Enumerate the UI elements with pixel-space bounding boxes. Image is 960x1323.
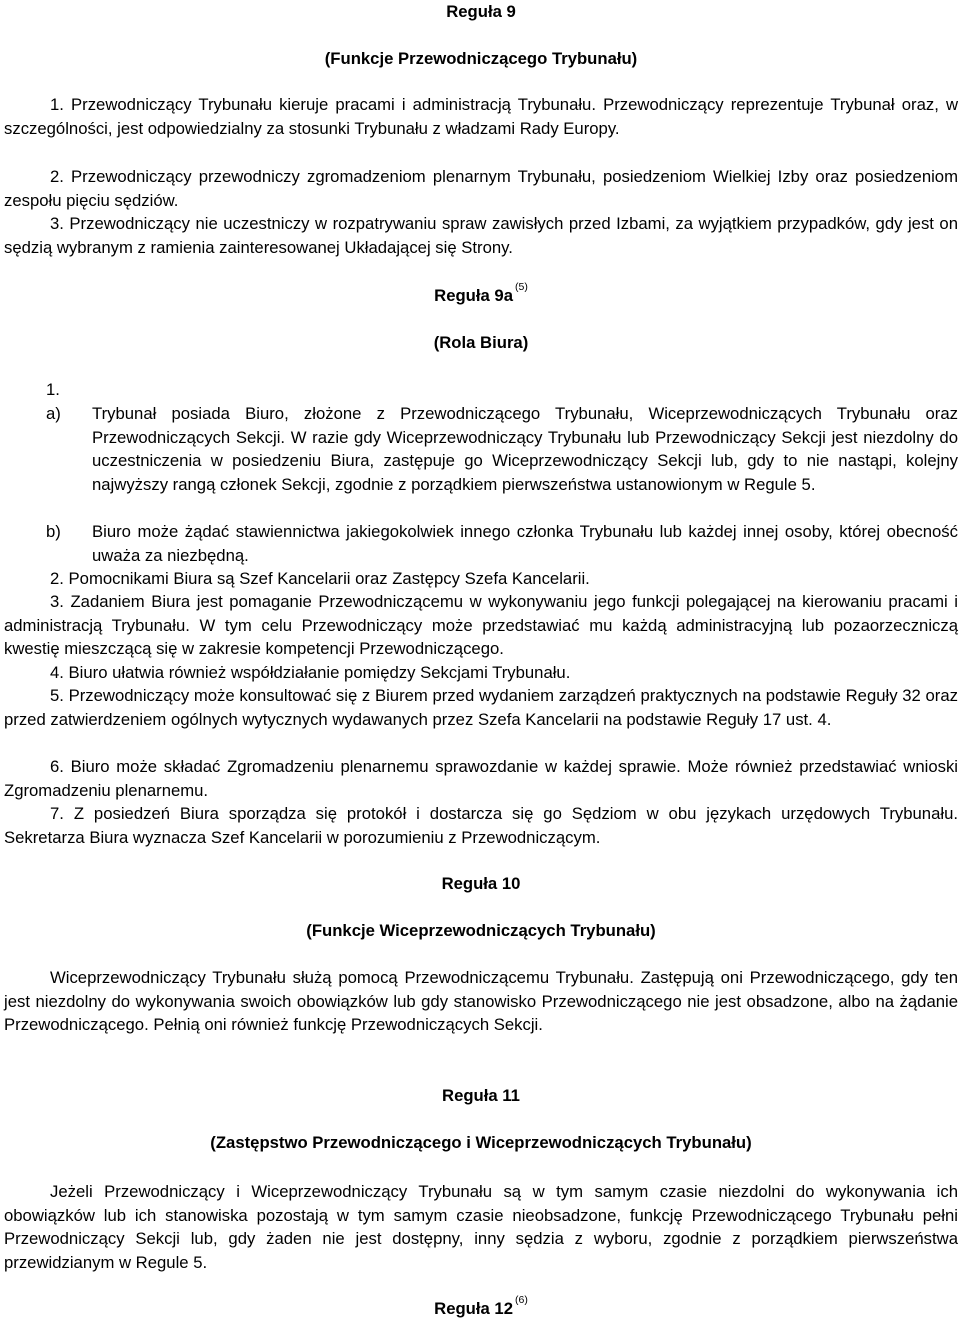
rule-9a-para-4: 4. Biuro ułatwia również współdziałanie pomiędzy Sekcjami Trybunału.	[50, 663, 571, 682]
rule-10-para: Wiceprzewodniczący Trybunału służą pomocą Przewodniczącemu Trybunału. Zastępują oni Przewodniczącego, gdy ten jest niezdolny do wykonywania swoich obowiązków lub gdy stanowisko Przewodniczącego nie jest obsadzone, albo na żądanie Przewodniczącego. Pełnią oni również funkcję Przewodniczących Sekcji.	[4, 968, 958, 1035]
rule-9a-item-b	[4, 520, 958, 567]
rule-10-title: Reguła 10	[441, 874, 521, 893]
item-a-label: a)	[46, 404, 61, 423]
rule-9a-para-3: 3. Zadaniem Biura jest pomaganie Przewodniczącemu w wykonywaniu jego funkcji polegającej na kierowaniu pracami i administracją Trybunału. W tym celu Przewodniczący może przedstawiać mu każdą administracyjną lub pozaorzeczniczą kwestię mieszczącą się w zakresie kompetencji Przewodniczącego.	[4, 592, 958, 659]
rule-9a-para-1-number: 1.	[46, 380, 60, 399]
rule-11-subtitle: (Zastępstwo Przewodniczącego i Wiceprzewodniczących Trybunału)	[210, 1133, 752, 1152]
rule-9-para-1: 1. Przewodniczący Trybunału kieruje pracami i administracją Trybunału. Przewodniczący reprezentuje Trybunał oraz, w szczególności, jest odpowiedzialny za stosunki Trybunału z władzami Rady Europy.	[4, 95, 958, 138]
rule-9a-item-a	[4, 402, 958, 496]
rule-12-title	[4, 1294, 958, 1321]
rule-9-para-2: 2. Przewodniczący przewodniczy zgromadzeniom plenarnym Trybunału, posiedzeniom Wielkiej Izby oraz posiedzeniom zespołu pięciu sędziów.	[4, 167, 958, 210]
footnote-ref-6[interactable]: (6)	[515, 1294, 528, 1307]
rule-9a-para-6: 6. Biuro może składać Zgromadzeniu plenarnemu sprawozdanie w każdej sprawie. Może również przedstawiać wnioski Zgromadzeniu plenarnemu.	[4, 757, 958, 800]
item-b-label: b)	[46, 522, 61, 541]
rule-9a-para-7: 7. Z posiedzeń Biura sporządza się protokół i dostarcza się go Sędziom w obu językach urzędowych Trybunału. Sekretarza Biura wyznacza Szef Kancelarii w porozumieniu z Przewodniczącym.	[4, 804, 958, 847]
rule-9a-title	[4, 281, 958, 308]
rule-9-title: Reguła 9	[446, 2, 516, 21]
rule-10-subtitle: (Funkcje Wiceprzewodniczących Trybunału)	[306, 921, 656, 940]
rule-9-subtitle: (Funkcje Przewodniczącego Trybunału)	[324, 49, 638, 68]
rule-12-title-text: Reguła 12	[434, 1299, 513, 1318]
footnote-ref-5[interactable]: (5)	[515, 281, 528, 294]
item-b-text: Biuro może żądać stawiennictwa jakiegokolwiek innego członka Trybunału lub każdej innej osoby, której obecność uważa za niezbędną.	[92, 522, 958, 565]
rule-9a-subtitle: (Rola Biura)	[433, 333, 529, 352]
rule-9-para-3: 3. Przewodniczący nie uczestniczy w rozpatrywaniu spraw zawisłych przed Izbami, za wyjątkiem przypadków, gdy jest on sędzią wybranym z ramienia zainteresowanej Układającej się Strony.	[4, 214, 958, 257]
rule-9a-para-5: 5. Przewodniczący może konsultować się z Biurem przed wydaniem zarządzeń praktycznych na podstawie Reguły 32 oraz przed zatwierdzeniem ogólnych wytycznych wydawanych przez Szefa Kancelarii na podstawie Reguły 17 ust. 4.	[4, 686, 958, 729]
rule-9a-para-2: 2. Pomocnikami Biura są Szef Kancelarii oraz Zastępcy Szefa Kancelarii.	[50, 569, 590, 588]
rule-11-para: Jeżeli Przewodniczący i Wiceprzewodniczący Trybunału są w tym samym czasie niezdolni do wykonywania ich obowiązków lub ich stanowiska pozostają w tym samym czasie nieobsadzone, funkcję Przewodniczącego Trybunału pełni Przewodniczący Sekcji lub, gdy żaden nie jest dostępny, inny sędzia z wyboru, zgodnie z porządkiem pierwszeństwa przewidzianym w Regule 5.	[4, 1182, 958, 1272]
item-a-text: Trybunał posiada Biuro, złożone z Przewodniczącego Trybunału, Wiceprzewodniczących Trybunału oraz Przewodniczących Sekcji. W razie gdy Wiceprzewodniczący Trybunału lub Przewodniczący Sekcji jest niezdolny do uczestniczenia w posiedzeniu Biura, zastępuje go Wiceprzewodniczący Sekcji lub, gdy to nie nastąpi, kolejny najwyższy rangą członek Sekcji, zgodnie z porządkiem pierwszeństwa ustanowionym w Regule 5.	[92, 404, 958, 494]
rule-11-title: Reguła 11	[442, 1086, 520, 1105]
rule-9a-title-text: Reguła 9a	[434, 286, 513, 305]
